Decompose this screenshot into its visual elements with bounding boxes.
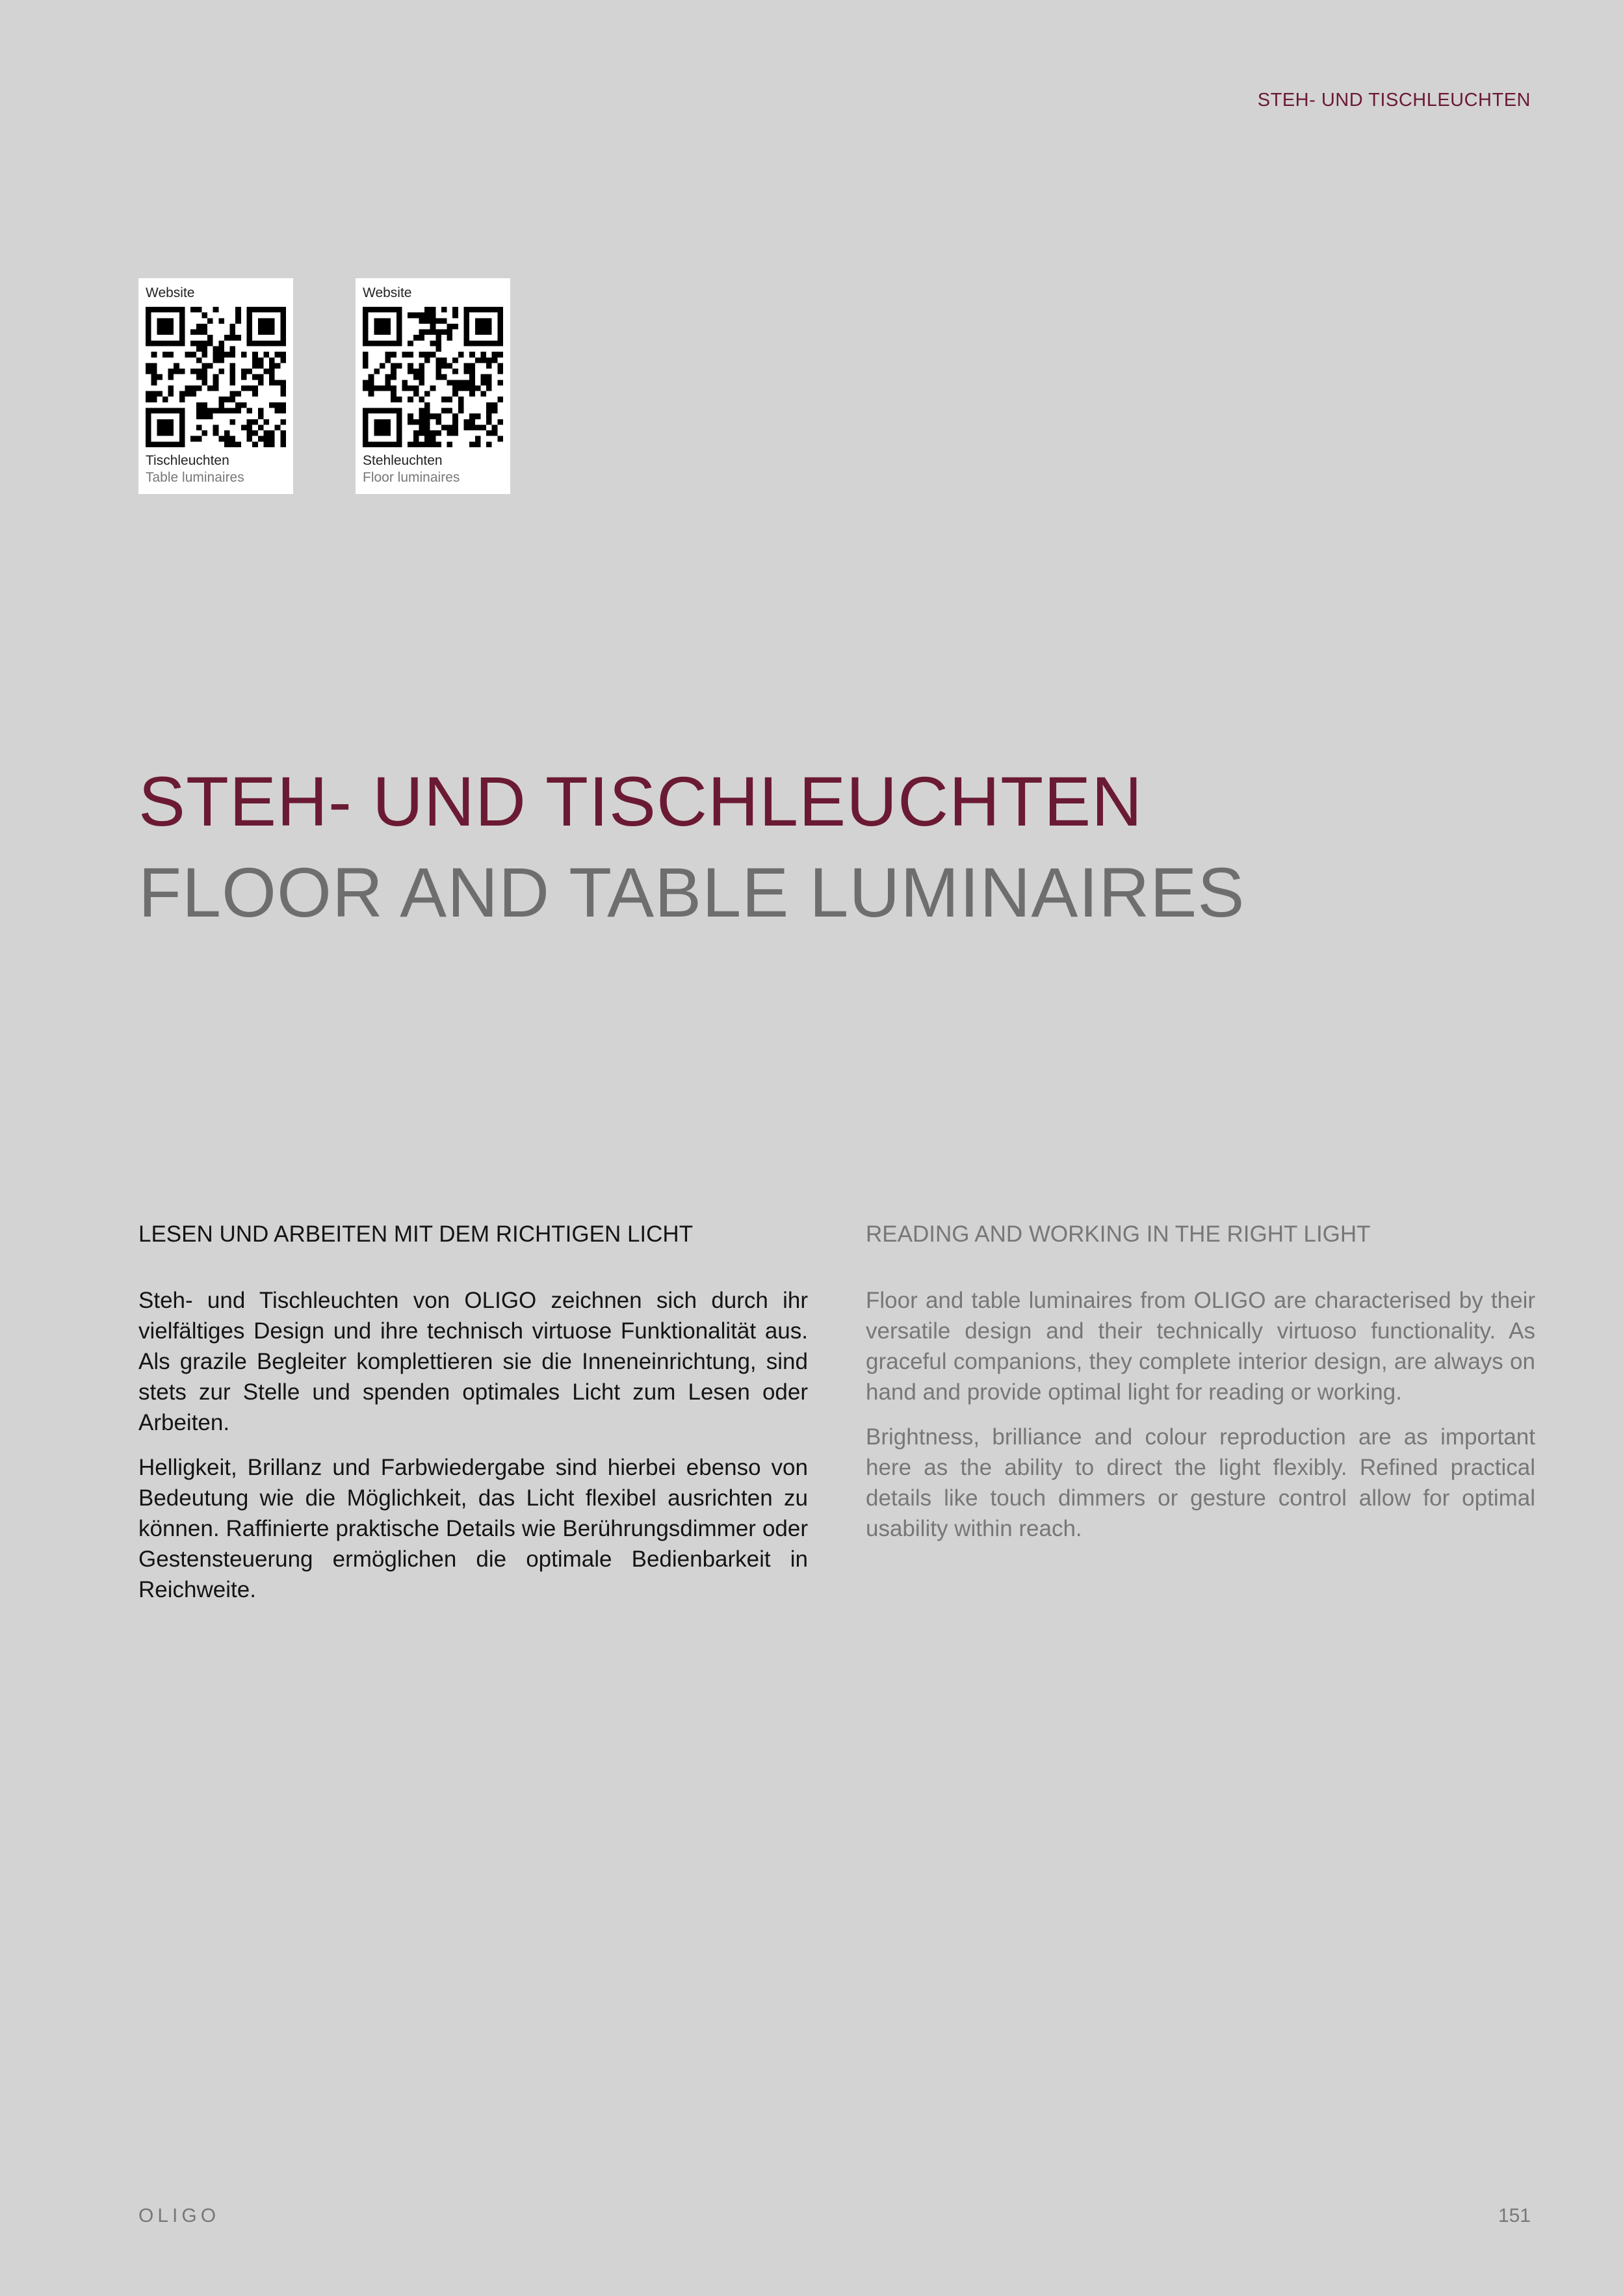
- section-heading-english: READING AND WORKING IN THE RIGHT LIGHT: [866, 1221, 1371, 1247]
- qr-card-subtitle: Floor luminaires: [363, 470, 460, 485]
- german-text-column: [138, 1218, 808, 1619]
- qr-card-subtitle: Table luminaires: [146, 470, 244, 485]
- qr-code-icon[interactable]: [363, 307, 503, 447]
- page-title-german: STEH- UND TISCHLEUCHTEN: [138, 762, 1143, 841]
- page-title-english: FLOOR AND TABLE LUMINAIRES: [138, 853, 1245, 932]
- qr-card-top-label: Website: [146, 285, 195, 300]
- oligo-logo: OLIGO: [138, 2205, 220, 2226]
- page-number: 151: [1498, 2205, 1531, 2226]
- qr-card-title: Tischleuchten: [146, 453, 229, 468]
- english-text-column: [866, 1218, 1535, 1558]
- paragraph-english-2: Brightness, brilliance and colour reproduction are as important here as the ability to direct the light flexibly. Refined practical details like touch dimmers or gesture control allow for optimal usability within reach.: [866, 1424, 1535, 1541]
- paragraph-german-1: Steh- und Tischleuchten von OLIGO zeichnen sich durch ihr vielfältiges Design und ihre technisch virtuose Funktionalität aus. Als grazile Begleiter komplettieren sie die Inneneinrichtung, sind stets zur Stelle und spenden optimales Licht zum Lesen oder Arbeiten.: [138, 1288, 808, 1435]
- paragraph-english-1: Floor and table luminaires from OLIGO are characterised by their versatile design and their technically virtuoso functionality. As graceful companions, they complete interior design, are always on hand and provide optimal light for reading or working.: [866, 1288, 1535, 1405]
- section-heading-german: LESEN UND ARBEITEN MIT DEM RICHTIGEN LICHT: [138, 1221, 694, 1247]
- qr-card-title: Stehleuchten: [363, 453, 443, 468]
- qr-card-table-luminaires[interactable]: [138, 278, 293, 494]
- qr-card-top-label: Website: [363, 285, 412, 300]
- paragraph-german-2: Helligkeit, Brillanz und Farbwiedergabe sind hierbei ebenso von Bedeutung wie die Möglichkeit, das Licht flexibel ausrichten zu können. Raffinierte praktische Details wie Berührungsdimmer oder Gestensteuerung ermöglichen die optimale Bedienbarkeit in Reichweite.: [138, 1455, 808, 1602]
- qr-card-floor-luminaires[interactable]: [356, 278, 510, 494]
- running-head: STEH- UND TISCHLEUCHTEN: [1257, 90, 1531, 111]
- qr-code-icon[interactable]: [146, 307, 286, 447]
